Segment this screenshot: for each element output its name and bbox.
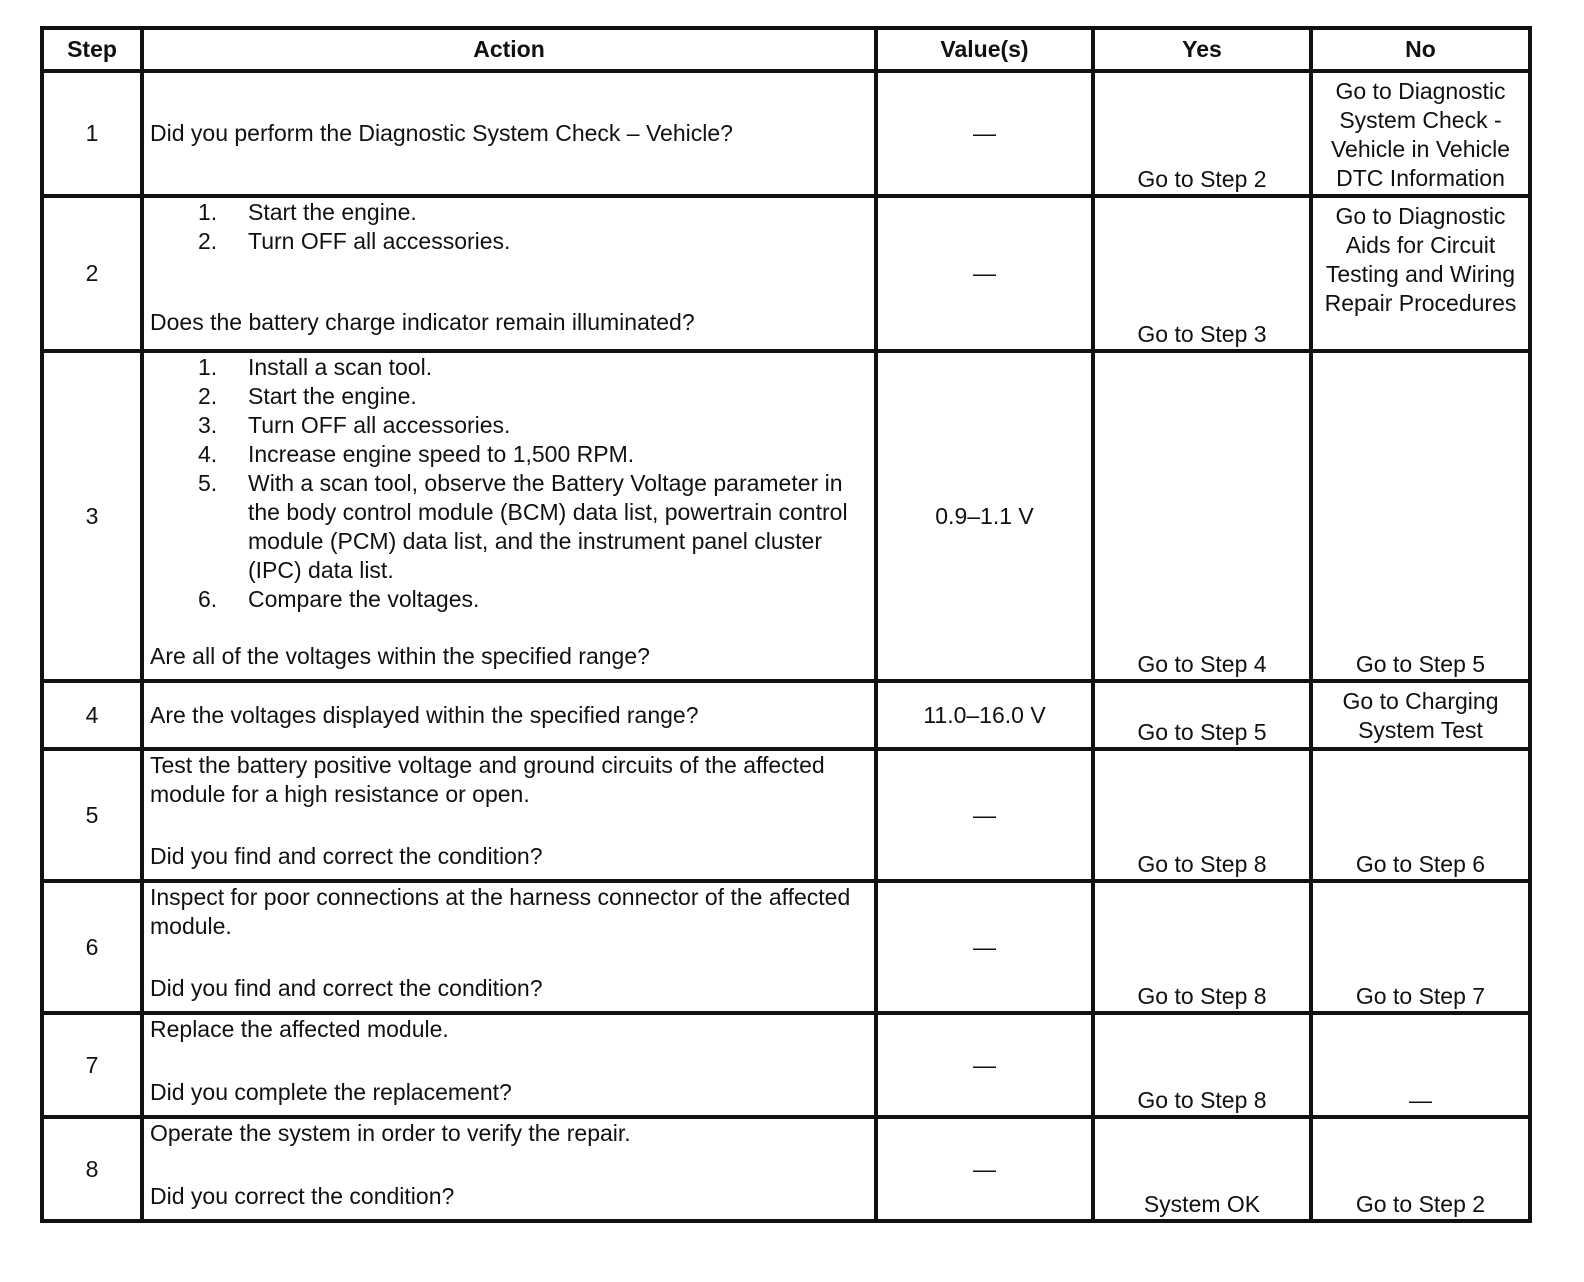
value-cell: — — [876, 196, 1093, 351]
table-row — [42, 351, 1530, 681]
action-step: 1. Install a scan tool. — [198, 354, 433, 380]
step-number: 7 — [42, 1013, 142, 1117]
action-question: Are the voltages displayed within the specified range? — [150, 701, 699, 728]
step-number: 2 — [42, 196, 142, 351]
step-number: 8 — [42, 1117, 142, 1221]
action-intro: Operate the system in order to verify the repair. — [150, 1120, 631, 1146]
action-step: 1. Start the engine. — [198, 199, 417, 225]
action-question: Are all of the voltages within the specified range? — [150, 643, 650, 669]
header-no: No — [1311, 28, 1530, 71]
action-step-list — [150, 198, 868, 256]
action-question: Did you correct the condition? — [150, 1183, 455, 1209]
action-step: 6. Compare the voltages. — [198, 586, 480, 612]
action-intro: Inspect for poor connections at the harness connector of the affected module. — [150, 884, 851, 939]
action-step-list — [150, 353, 868, 614]
no-cell: Go to Step 2 — [1311, 1117, 1530, 1221]
value-cell: — — [876, 1013, 1093, 1117]
action-step: 3. Turn OFF all accessories. — [198, 412, 511, 438]
action-step: 4. Increase engine speed to 1,500 RPM. — [198, 441, 635, 467]
table-row — [42, 749, 1530, 881]
action-question: Did you find and correct the condition? — [150, 975, 543, 1001]
header-values: Value(s) — [876, 28, 1093, 71]
yes-cell: Go to Step 8 — [1093, 749, 1311, 881]
no-cell: Go to Step 6 — [1311, 749, 1530, 881]
table-row — [42, 1013, 1530, 1117]
step-number: 6 — [42, 881, 142, 1013]
action-intro: Replace the affected module. — [150, 1016, 449, 1042]
yes-cell: Go to Step 3 — [1093, 196, 1311, 351]
action-cell — [142, 71, 876, 196]
value-cell: — — [876, 1117, 1093, 1221]
action-cell — [142, 881, 876, 1013]
yes-cell: System OK — [1093, 1117, 1311, 1221]
header-step: Step — [42, 28, 142, 71]
value-cell: — — [876, 749, 1093, 881]
value-cell: 11.0–16.0 V — [876, 681, 1093, 749]
yes-cell: Go to Step 2 — [1093, 71, 1311, 196]
yes-cell: Go to Step 5 — [1093, 681, 1311, 749]
table-row — [42, 881, 1530, 1013]
step-number: 1 — [42, 71, 142, 196]
step-number: 5 — [42, 749, 142, 881]
action-question: Did you find and correct the condition? — [150, 843, 543, 869]
action-step: 2. Turn OFF all accessories. — [198, 228, 511, 254]
value-cell: — — [876, 881, 1093, 1013]
action-cell — [142, 351, 876, 681]
step-number: 3 — [42, 351, 142, 681]
action-step: 2. Start the engine. — [198, 383, 417, 409]
no-cell: Go to Charging System Test — [1311, 681, 1530, 749]
value-cell: 0.9–1.1 V — [876, 351, 1093, 681]
no-cell: Go to Diagnostic Aids for Circuit Testing and Wiring Repair Procedures — [1311, 196, 1530, 351]
action-cell — [142, 196, 876, 351]
no-cell: Go to Diagnostic System Check - Vehicle in Vehicle DTC Information — [1311, 71, 1530, 196]
action-question: Did you complete the replacement? — [150, 1079, 512, 1105]
table-row — [42, 1117, 1530, 1221]
yes-cell: Go to Step 8 — [1093, 1013, 1311, 1117]
table-row — [42, 71, 1530, 196]
table-row — [42, 196, 1530, 351]
no-cell: Go to Step 7 — [1311, 881, 1530, 1013]
action-question: Did you perform the Diagnostic System Check – Vehicle? — [150, 120, 733, 146]
table-row — [42, 681, 1530, 749]
header-yes: Yes — [1093, 28, 1311, 71]
yes-cell: Go to Step 8 — [1093, 881, 1311, 1013]
action-cell — [142, 681, 876, 749]
action-question: Does the battery charge indicator remain illuminated? — [150, 309, 695, 335]
yes-cell: Go to Step 4 — [1093, 351, 1311, 681]
action-cell — [142, 749, 876, 881]
step-number: 4 — [42, 681, 142, 749]
header-action: Action — [142, 28, 876, 71]
no-cell: Go to Step 5 — [1311, 351, 1530, 681]
header-row — [42, 28, 1530, 71]
value-cell: — — [876, 71, 1093, 196]
action-cell — [142, 1117, 876, 1221]
action-cell — [142, 1013, 876, 1117]
action-intro: Test the battery positive voltage and ground circuits of the affected module for a high resistance or open. — [150, 752, 825, 807]
no-cell: — — [1311, 1013, 1530, 1117]
diagnostic-table — [40, 26, 1532, 1223]
action-step: 5. With a scan tool, observe the Battery Voltage parameter in the body control module (BCM) data list, powertrain control module (PCM) data list, and the instrument panel cluster (IPC) data list. — [198, 470, 848, 583]
